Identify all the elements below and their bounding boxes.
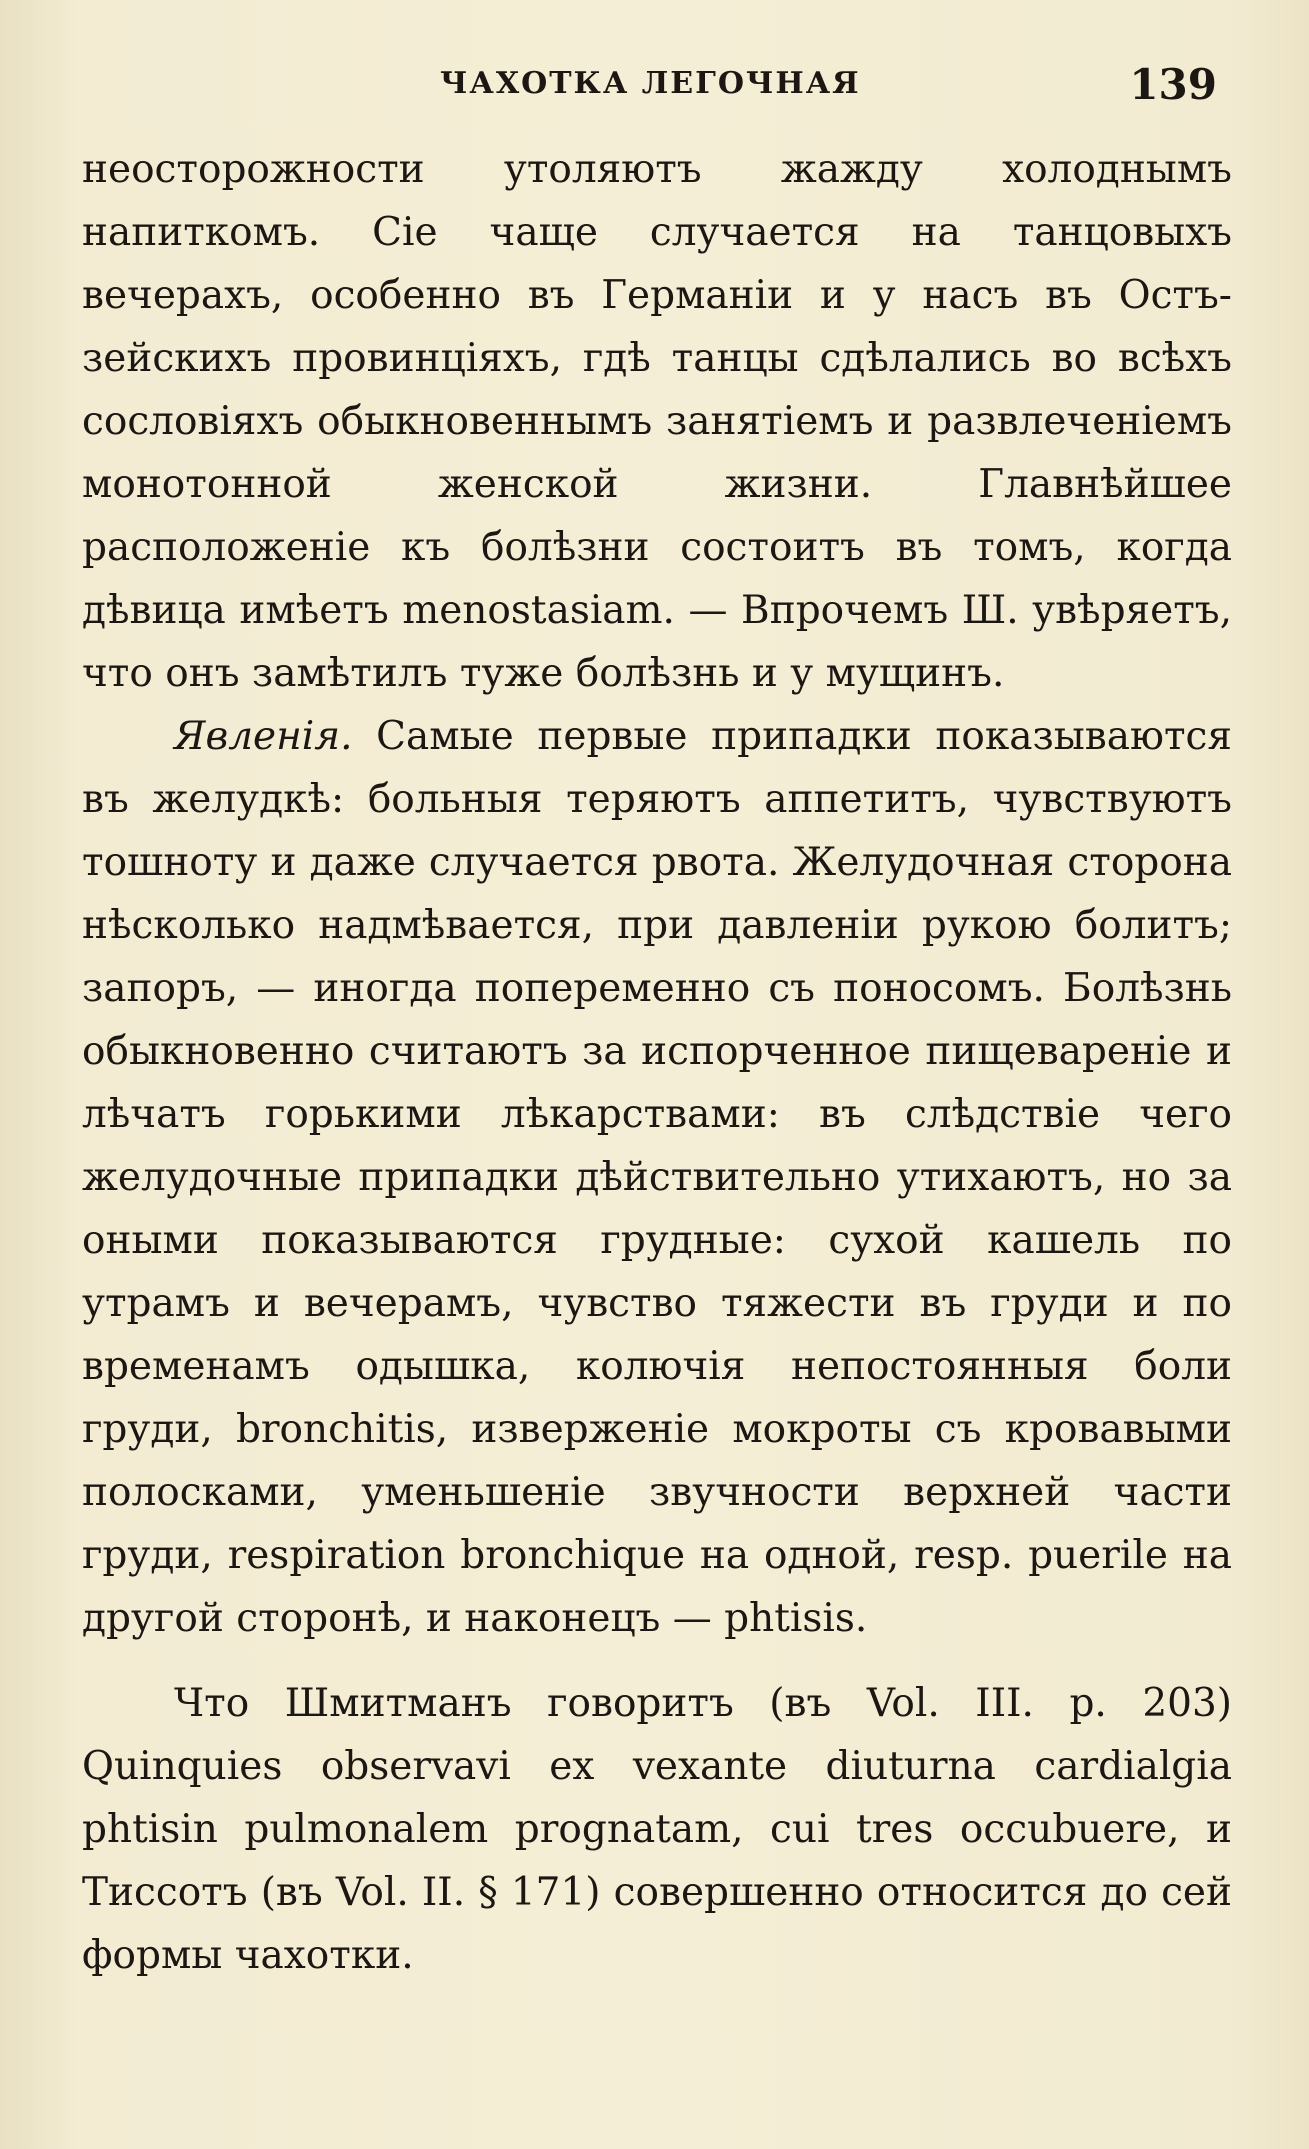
page-body [82,138,1232,1987]
page-number: 139 [1129,60,1217,109]
running-head [0,60,1309,118]
section-caption: Явленія. [174,714,353,759]
paragraph-2 [82,705,1232,1650]
paragraph-3: Что Шмитманъ говоритъ (въ Vol. III. p. 203) Quinquies observavi ex vexante diuturna cardialgia phtisin pulmonalem prognatam, cui tres occubuere, и Тиссотъ (въ Vol. II. § 171) совершенно относится до сей формы чахотки. [82,1681,1232,1978]
paragraph-1: неосторожности утоляютъ жажду холоднымъ напиткомъ. Сіе чаще случается на танцовыхъ вечерахъ, особенно въ Германіи и у насъ въ Остъ-зейскихъ провинціяхъ, гдѣ танцы сдѣлались во всѣхъ сословіяхъ обыкновеннымъ занятіемъ и развлеченіемъ монотонной женской жизни. Главнѣйшее расположеніе къ болѣзни состоитъ въ томъ, когда дѣвица имѣетъ menostasiam. — Впрочемъ Ш. увѣряетъ, что онъ замѣтилъ туже болѣзнь и у мущинъ. [82,147,1232,696]
running-title: ЧАХОТКА ЛЕГОЧНАЯ [440,66,861,101]
paragraph-2-text: Самые первые припадки показываются въ желудкѣ: больныя теряютъ аппетитъ, чувствуютъ тошноту и даже случается рвота. Желудочная сторона нѣсколько надмѣвается, при давленіи рукою болитъ; запоръ, — иногда попеременно съ поносомъ. Болѣзнь обыкновенно считаютъ за испорченное пищевареніе и лѣчатъ горькими лѣкарствами: въ слѣдствіе чего желудочные припадки дѣйствительно утихаютъ, но за оными показываются грудные: сухой кашель по утрамъ и вечерамъ, чувство тяжести въ груди и по временамъ одышка, колючія непостоянныя боли груди, bronchitis, изверженіе мокроты съ кровавыми полосками, уменьшеніе звучности верхней части груди, respiration bronchique на одной, resp. puerile на другой сторонѣ, и наконецъ — phtisis. [82,714,1232,1641]
